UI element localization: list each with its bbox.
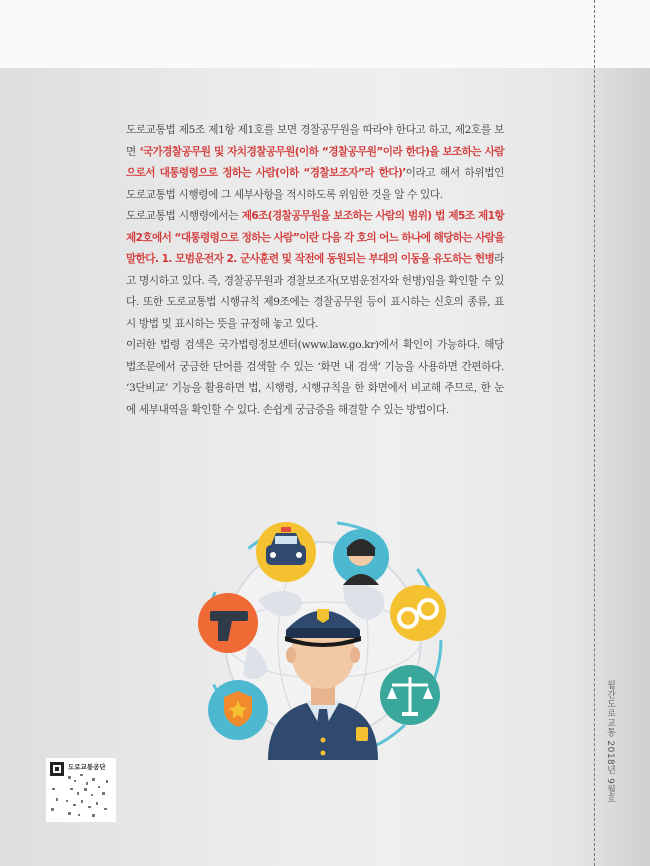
paragraph-2: 도로교통법 시행령에서는 제6조(경찰공무원을 보조하는 사람의 범위) 법 제5조 제1항 제2호에서 “대통령령으로 정하는 사람”이란 다음 각 호의 어느 하나에 해당하는 사람을 말한다. 1. 모범운전자 2. 군사훈련 및 작전에 동원되는 부대의 이동을 유도하는 헌병라고 명시하고 있다. 즉, 경찰공무원과 경찰보조자(모범운전자와 헌병)임을 확인할 수 있다. 또한 도로교통법 시행규칙 제9조에는 경찰공무원 등이 표시하는 신호의 종류, 표시 방법 및 표시하는 뜻을 규정해 놓고 있다.: [126, 210, 504, 330]
cut-line: [594, 0, 595, 866]
handgun-icon: [198, 593, 258, 653]
paragraph-3: 이러한 법령 검색은 국가법령정보센터(www.law.go.kr)에서 확인이 가능하다. 해당 법조문에서 궁금한 단어를 검색할 수 있는 ‘화면 내 검색’ 기능을 사용하면 간편하다. ‘3단비교’ 기능을 활용하면 법, 시행령, 시행규칙을 한 화면에서 비교해 주므로, 한 눈에 세부내역을 확인할 수 있다. 손쉽게 궁금증을 해결할 수 있는 방법이다.: [126, 339, 504, 416]
thief-icon: [333, 529, 389, 585]
handcuffs-icon: [390, 585, 446, 641]
paragraph-1: 도로교통법 제5조 제1항 제1호를 보면 경찰공무원을 따라야 한다고 하고, 제2호를 보면 ‘국가경찰공무원 및 자치경찰공무원(이하 “경찰공무원”이라 한다)을 보조하는 사람으로서 대통령령으로 정하는 사람(이하 “경찰보조자”라 한다)’이라고 해서 하위법인 도로교통법 시행령에 그 세부사항을 적시하도록 위임한 것을 알 수 있다.: [126, 124, 504, 201]
article-body: [126, 120, 504, 421]
top-margin: [0, 0, 650, 68]
logo-name: 도로교통공단: [68, 763, 106, 771]
badge-icon: [208, 680, 268, 740]
police-illustration: [178, 505, 468, 765]
highlight-text: ‘국가경찰공무원 및 자치경찰공무원(이하 “경찰공무원”이라 한다)을 보조하는 사람으로서 대통령령으로 정하는 사람(이하 “경찰보조자”라 한다)’: [126, 145, 504, 179]
publisher-logo: [46, 758, 116, 822]
side-caption: 월간도로교통 2018년 9월호: [605, 680, 615, 804]
scales-icon: [380, 665, 440, 725]
police-car-icon: [256, 522, 316, 582]
highlight-text: 제6조(경찰공무원을 보조하는 사람의 범위) 법 제5조 제1항 제2호에서 “대통령령으로 정하는 사람”이란 다음 각 호의 어느 하나에 해당하는 사람을 말한다. 1. 모범운전자 2. 군사훈련 및 작전에 동원되는 부대의 이동을 유도하는 헌병: [126, 210, 504, 265]
